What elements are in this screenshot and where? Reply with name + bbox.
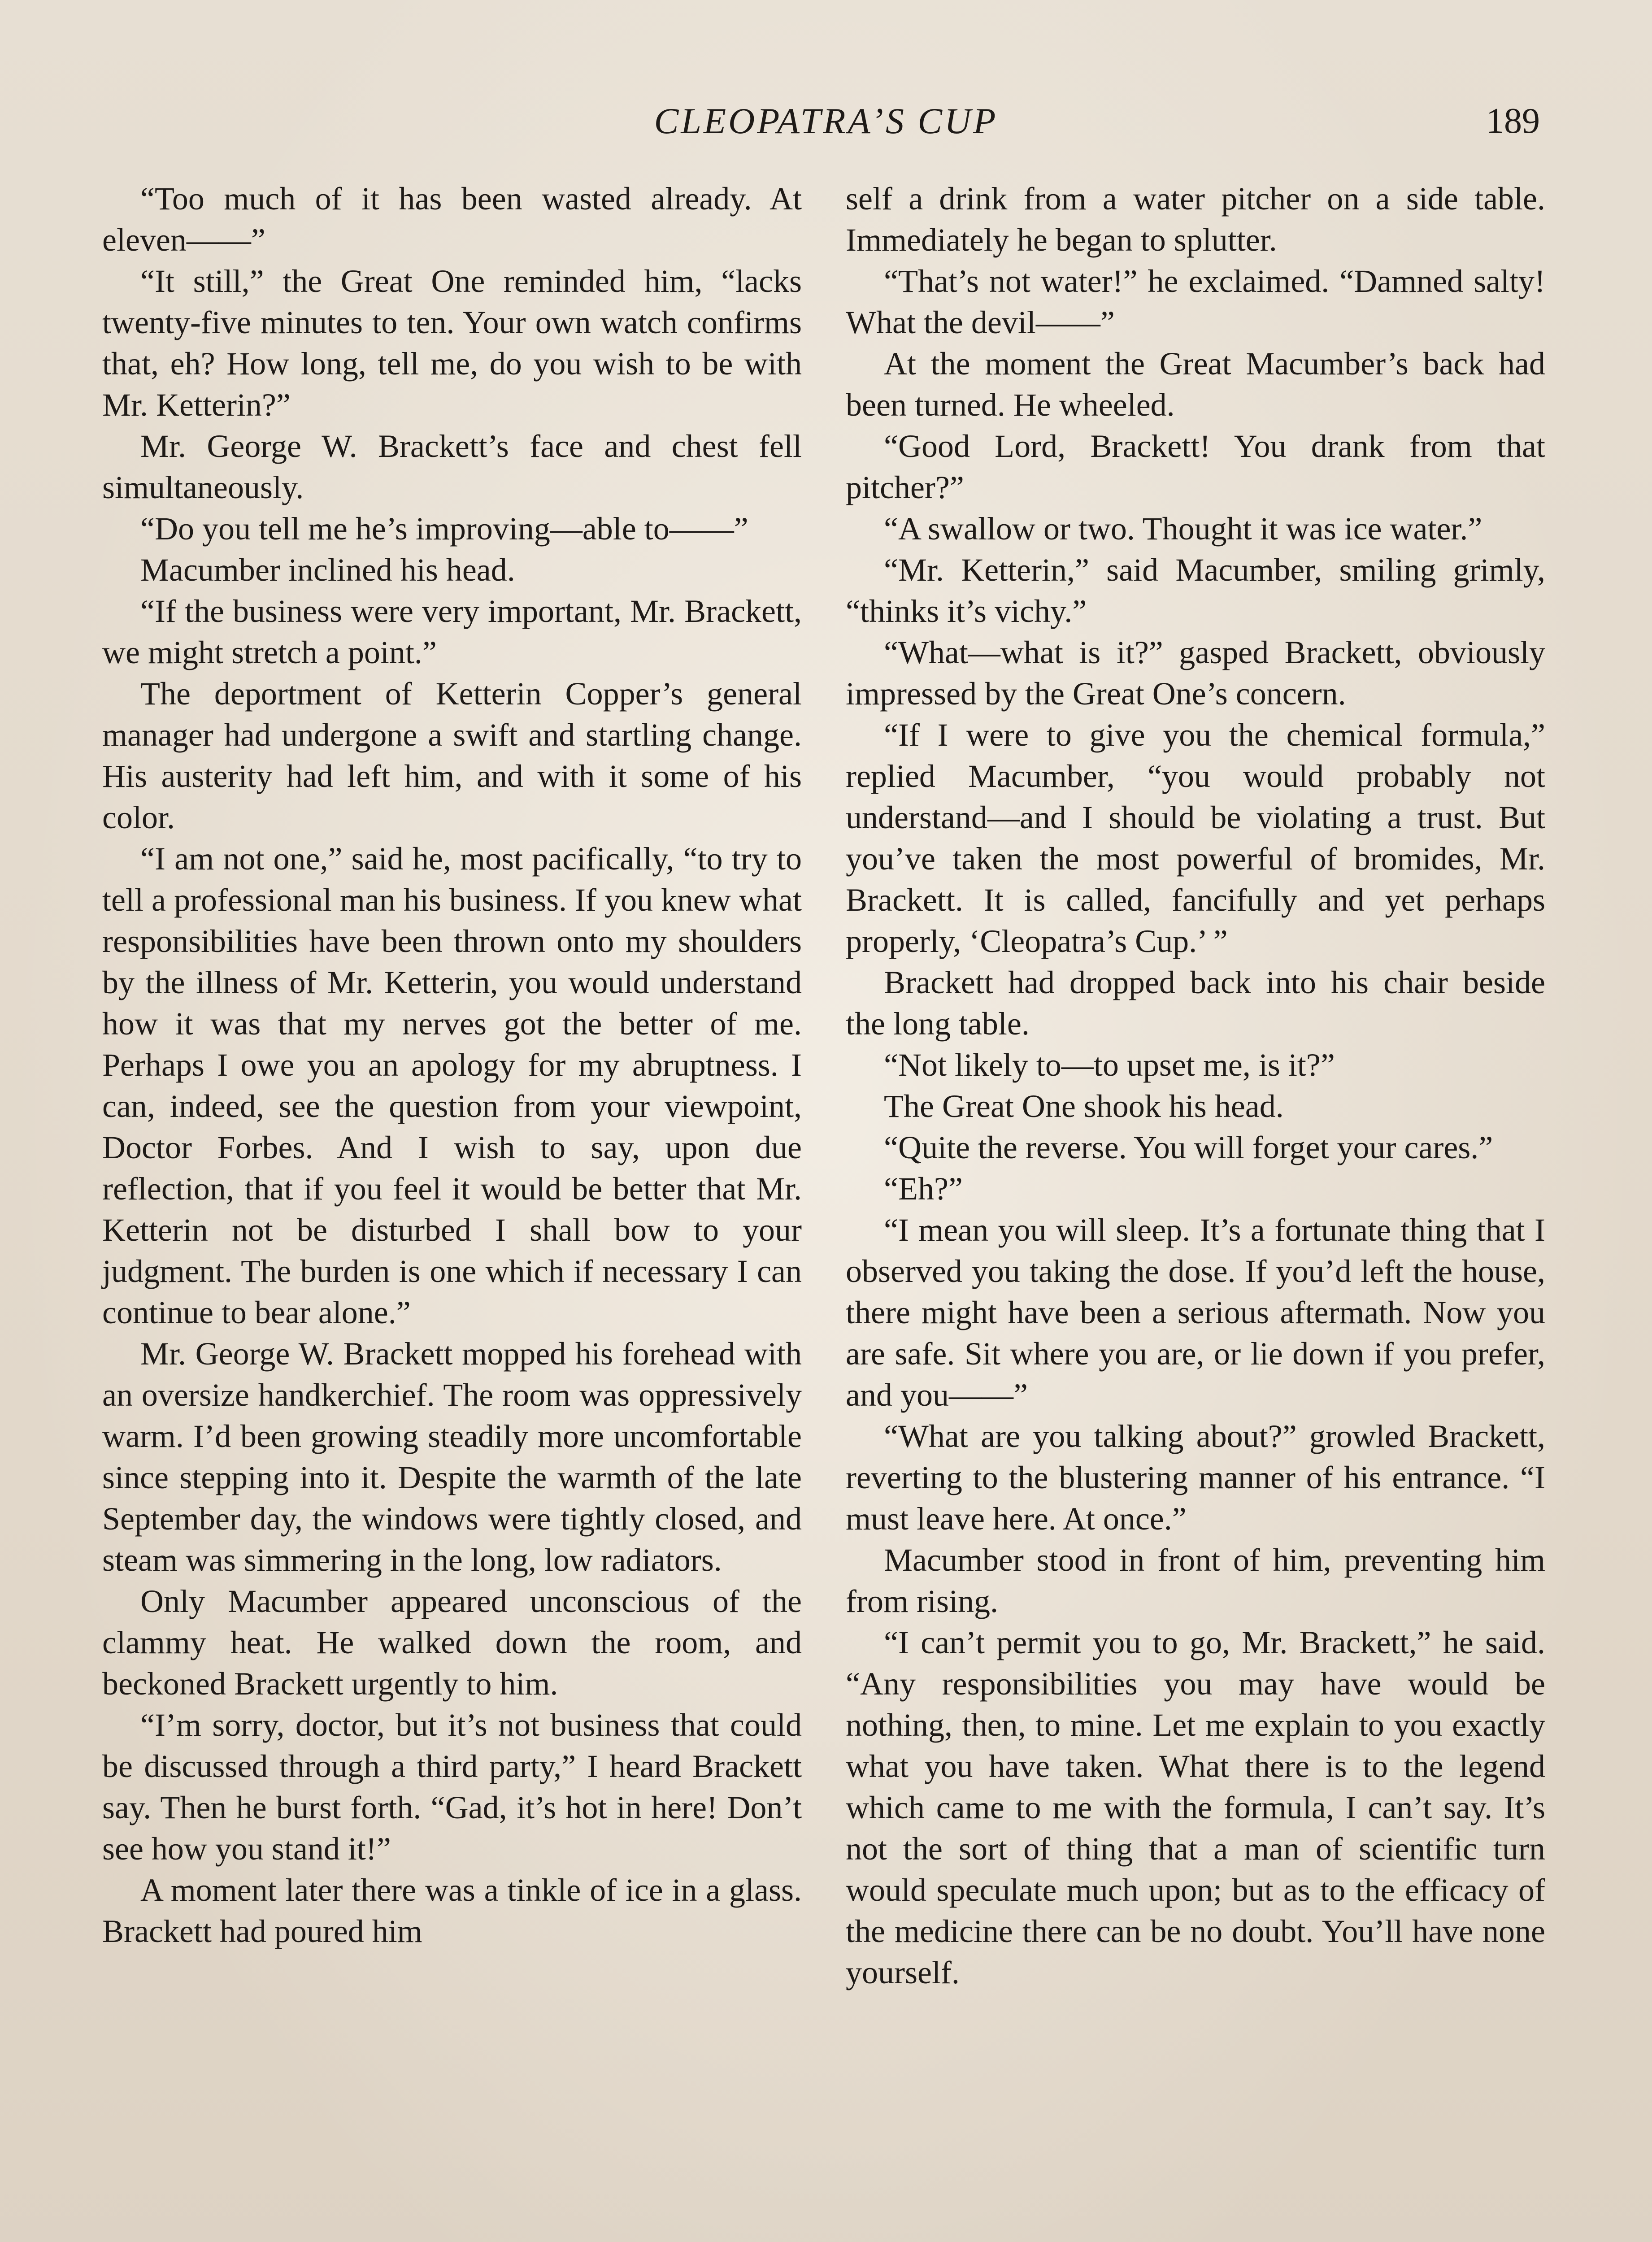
paragraph: “A swallow or two. Thought it was ice water.” (884, 511, 1482, 547)
paragraph: “Eh?” (884, 1171, 963, 1207)
paragraph: Mr. George W. Brackett’s face and chest fell simultaneously. (102, 428, 802, 505)
paragraph: “What—what is it?” gasped Brackett, obviously impressed by the Great One’s concern. (846, 634, 1545, 712)
paragraph-continued: self a drink from a water pitcher on a side table. Immediately he began to splutter. (846, 181, 1545, 258)
paragraph: “It still,” the Great One reminded him, “lacks twenty-five minutes to ten. Your own watch confirms that, eh? How long, tell me, do you wish to be with Mr. Ketterin?” (102, 263, 802, 423)
paragraph: “I can’t permit you to go, Mr. Brackett,” he said. “Any responsibilities you may have would be nothing, then, to mine. Let me explain to you exactly what you have taken. What there is to the legend which came to me with the formula, I can’t say. It’s not the sort of thing that a man of scientific turn would speculate much upon; but as to the efficacy of the medicine there can be no doubt. You’ll have none yourself. (846, 1625, 1545, 1990)
page-number: 189 (1486, 101, 1540, 141)
paragraph: “Do you tell me he’s improving—able to——” (140, 511, 748, 547)
paragraph: Macumber stood in front of him, preventing him from rising. (846, 1542, 1545, 1619)
paragraph: A moment later there was a tinkle of ice in a glass. Brackett had poured him (102, 1872, 802, 1949)
left-column (102, 178, 802, 1952)
running-title: CLEOPATRA’S CUP (654, 100, 998, 141)
paragraph: “Mr. Ketterin,” said Macumber, smiling grimly, “thinks it’s vichy.” (846, 552, 1545, 629)
paragraph: “I am not one,” said he, most pacifically, “to try to tell a professional man his business. If you knew what responsibilities have been thrown onto my shoulders by the illness of Mr. Ketterin, you would understand how it was that my nerves got the better of me. Perhaps I owe you an apology for my abruptness. I can, indeed, see the question from your viewpoint, Doctor Forbes. And I wish to say, upon due reflection, that if you feel it would be better that Mr. Ketterin not be disturbed I shall bow to your judgment. The burden is one which if necessary I can continue to bear alone.” (102, 841, 802, 1330)
paragraph: “Good Lord, Brackett! You drank from that pitcher?” (846, 428, 1545, 505)
paragraph: “If the business were very important, Mr. Brackett, we might stretch a point.” (102, 593, 802, 670)
paragraph: The deportment of Ketterin Copper’s general manager had undergone a swift and startling change. His austerity had left him, and with it some of his color. (102, 676, 802, 835)
paragraph: At the moment the Great Macumber’s back had been turned. He wheeled. (846, 346, 1545, 423)
paragraph: “If I were to give you the chemical formula,” replied Macumber, “you would probably not understand—and I should be violating a trust. But you’ve taken the most powerful of bromides, Mr. Brackett. It is called, fancifully and yet perhaps properly, ‘Cleopatra’s Cup.’ ” (846, 717, 1545, 959)
paragraph: Only Macumber appeared unconscious of the clammy heat. He walked down the room, and beckoned Brackett urgently to him. (102, 1583, 802, 1702)
right-column (846, 178, 1545, 1993)
paragraph: “What are you talking about?” growled Brackett, reverting to the blustering manner of his entrance. “I must leave here. At once.” (846, 1418, 1545, 1537)
paragraph: Macumber inclined his head. (140, 552, 515, 588)
paragraph: “That’s not water!” he exclaimed. “Damned salty! What the devil——” (846, 263, 1545, 340)
page-header (0, 96, 1652, 146)
paragraph: The Great One shook his head. (884, 1088, 1284, 1124)
paragraph: Brackett had dropped back into his chair beside the long table. (846, 965, 1545, 1042)
paragraph: “Too much of it has been wasted already. At eleven——” (102, 181, 802, 258)
paragraph: “I mean you will sleep. It’s a fortunate thing that I observed you taking the dose. If you’d left the house, there might have been a serious aftermath. Now you are safe. Sit where you are, or lie down if you prefer, and you——” (846, 1212, 1545, 1413)
paragraph: “I’m sorry, doctor, but it’s not business that could be discussed through a third party,” I heard Brackett say. Then he burst forth. “Gad, it’s hot in here! Don’t see how you stand it!” (102, 1707, 802, 1867)
paragraph: “Not likely to—to upset me, is it?” (884, 1047, 1335, 1083)
paragraph: Mr. George W. Brackett mopped his forehead with an oversize handkerchief. The room was oppressively warm. I’d been growing steadily more uncomfortable since stepping into it. Despite the warmth of the late September day, the windows were tightly closed, and steam was simmering in the long, low radiators. (102, 1336, 802, 1578)
paragraph: “Quite the reverse. You will forget your cares.” (884, 1130, 1493, 1165)
